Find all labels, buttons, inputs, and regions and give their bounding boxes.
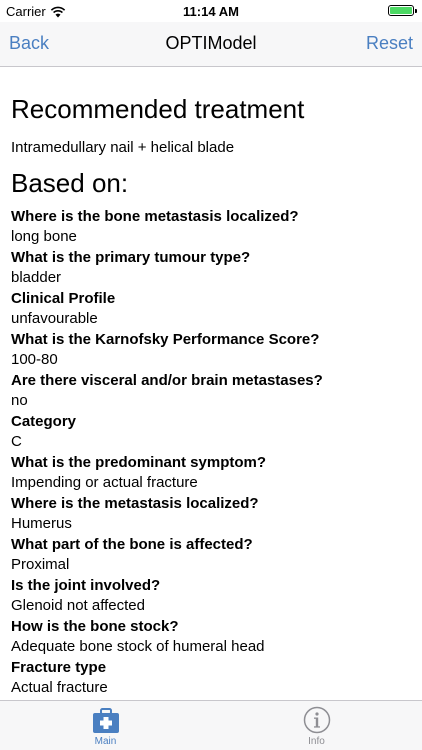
list-item (11, 330, 411, 370)
question-label: Is the joint involved? (11, 577, 161, 594)
treatment-text: Intramedullary nail + helical blade (11, 139, 235, 156)
answer-value: no (11, 392, 28, 409)
question-label: Where is the metastasis localized? (11, 495, 259, 512)
info-icon (303, 706, 331, 734)
answers-list (11, 207, 411, 698)
carrier-label: Carrier (6, 4, 46, 19)
answer-value: unfavourable (11, 310, 98, 327)
reset-button[interactable]: Reset (365, 33, 413, 53)
list-item (11, 412, 411, 452)
list-item (11, 453, 411, 493)
question-label: What is the primary tumour type? (11, 249, 251, 266)
list-item (11, 658, 411, 698)
answer-value: Impending or actual fracture (11, 474, 198, 491)
battery-icon (388, 5, 414, 16)
status-time: 11:14 AM (183, 4, 239, 19)
answer-value: Humerus (11, 515, 72, 532)
page-title: OPTIModel (165, 33, 257, 53)
battery-level (390, 7, 412, 14)
medical-kit-icon (92, 708, 120, 734)
question-label: What part of the bone is affected? (11, 536, 253, 553)
list-item (11, 289, 411, 329)
answer-value: Actual fracture (11, 679, 108, 696)
answer-value: Adequate bone stock of humeral head (11, 638, 265, 655)
tab-main[interactable] (0, 701, 211, 750)
question-label: Fracture type (11, 659, 107, 676)
based-on-heading: Based on: (11, 168, 129, 198)
answer-value: long bone (11, 228, 77, 245)
tab-info[interactable] (211, 701, 422, 750)
tab-bar (0, 700, 422, 750)
question-label: Where is the bone metastasis localized? (11, 208, 299, 225)
main-content[interactable] (0, 67, 422, 700)
tab-info-label: Info (308, 736, 325, 747)
question-label: Category (11, 413, 77, 430)
recommended-treatment-heading: Recommended treatment (11, 94, 305, 124)
answer-value: 100-80 (11, 351, 58, 368)
question-label: How is the bone stock? (11, 618, 179, 635)
navigation-bar (0, 22, 422, 67)
list-item (11, 207, 411, 247)
list-item (11, 248, 411, 288)
back-button[interactable]: Back (9, 33, 50, 53)
answer-value: Glenoid not affected (11, 597, 145, 614)
list-item (11, 494, 411, 534)
question-label: Clinical Profile (11, 290, 116, 307)
list-item (11, 535, 411, 575)
answer-value: bladder (11, 269, 62, 286)
list-item (11, 617, 411, 657)
tab-main-label: Main (94, 736, 117, 747)
question-label: What is the predominant symptom? (11, 454, 267, 471)
answer-value: C (11, 433, 22, 450)
list-item (11, 576, 411, 616)
status-bar (0, 0, 422, 22)
question-label: Are there visceral and/or brain metastases? (11, 372, 323, 389)
question-label: What is the Karnofsky Performance Score? (11, 331, 320, 348)
list-item (11, 371, 411, 411)
answer-value: Proximal (11, 556, 70, 573)
